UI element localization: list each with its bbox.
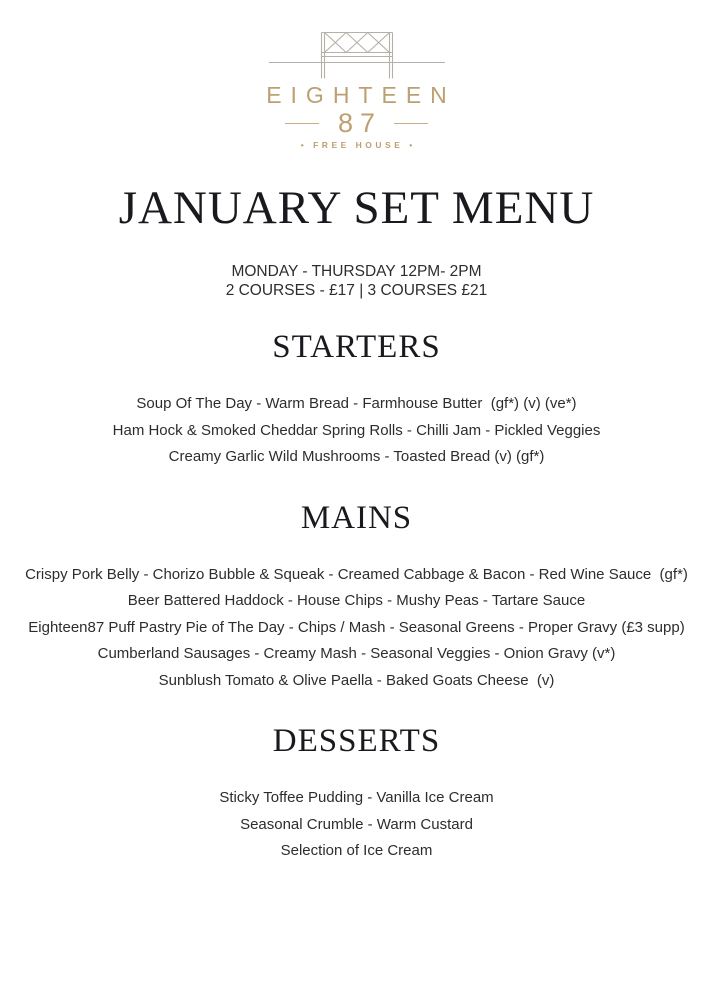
menu-item: Seasonal Crumble - Warm Custard bbox=[240, 815, 473, 833]
section-heading-desserts: DESSERTS bbox=[272, 723, 441, 759]
subtitle-hours: MONDAY - THURSDAY 12PM- 2PM bbox=[231, 263, 482, 280]
desserts-items bbox=[0, 785, 713, 865]
menu-subtitle bbox=[0, 262, 713, 300]
menu-item: Beer Battered Haddock - House Chips - Mushy Peas - Tartare Sauce bbox=[127, 592, 586, 609]
menu-title: JANUARY SET MENU bbox=[118, 182, 595, 234]
menu-item: Crispy Pork Belly - Chorizo Bubble & Squeak - Creamed Cabbage & Bacon - Red Wine Sauce (gf*) bbox=[25, 565, 688, 583]
mains-items bbox=[0, 562, 713, 695]
starters-items bbox=[0, 391, 713, 471]
menu-item: Creamy Garlic Wild Mushrooms - Toasted Bread (v) (gf*) bbox=[168, 448, 545, 465]
menu-item: Soup Of The Day - Warm Bread - Farmhouse Butter (gf*) (v) (ve*) bbox=[136, 395, 577, 412]
menu-item: Ham Hock & Smoked Cheddar Spring Rolls - Chilli Jam - Pickled Veggies bbox=[112, 421, 601, 439]
section-heading-starters: STARTERS bbox=[272, 329, 441, 365]
section-desserts bbox=[0, 721, 713, 865]
menu-item: Sunblush Tomato & Olive Paella - Baked Goats Cheese (v) bbox=[158, 671, 555, 689]
section-heading-mains: MAINS bbox=[300, 499, 413, 536]
subtitle-pricing: 2 COURSES - £17 | 3 COURSES £21 bbox=[225, 282, 488, 299]
logo-rule-right bbox=[394, 123, 428, 124]
menu-item: Eighteen87 Puff Pastry Pie of The Day - Chips / Mash - Seasonal Greens - Proper Gravy (£3 supp) bbox=[28, 618, 685, 636]
restaurant-logo bbox=[0, 0, 713, 150]
section-starters bbox=[0, 327, 713, 471]
menu-item: Sticky Toffee Pudding - Vanilla Ice Cream bbox=[219, 789, 494, 806]
section-mains bbox=[0, 498, 713, 695]
logo-rule-left bbox=[285, 123, 319, 124]
menu-item: Selection of Ice Cream bbox=[280, 842, 433, 859]
logo-number: 87 bbox=[337, 108, 383, 138]
logo-tagline: • FREE HOUSE • bbox=[300, 140, 416, 150]
logo-number-row bbox=[0, 109, 713, 137]
headboard-icon bbox=[269, 31, 445, 81]
menu-item: Cumberland Sausages - Creamy Mash - Seasonal Veggies - Onion Gravy (v*) bbox=[97, 645, 616, 662]
menu-sections bbox=[0, 327, 713, 865]
logo-wordmark: EIGHTEEN bbox=[266, 82, 456, 108]
